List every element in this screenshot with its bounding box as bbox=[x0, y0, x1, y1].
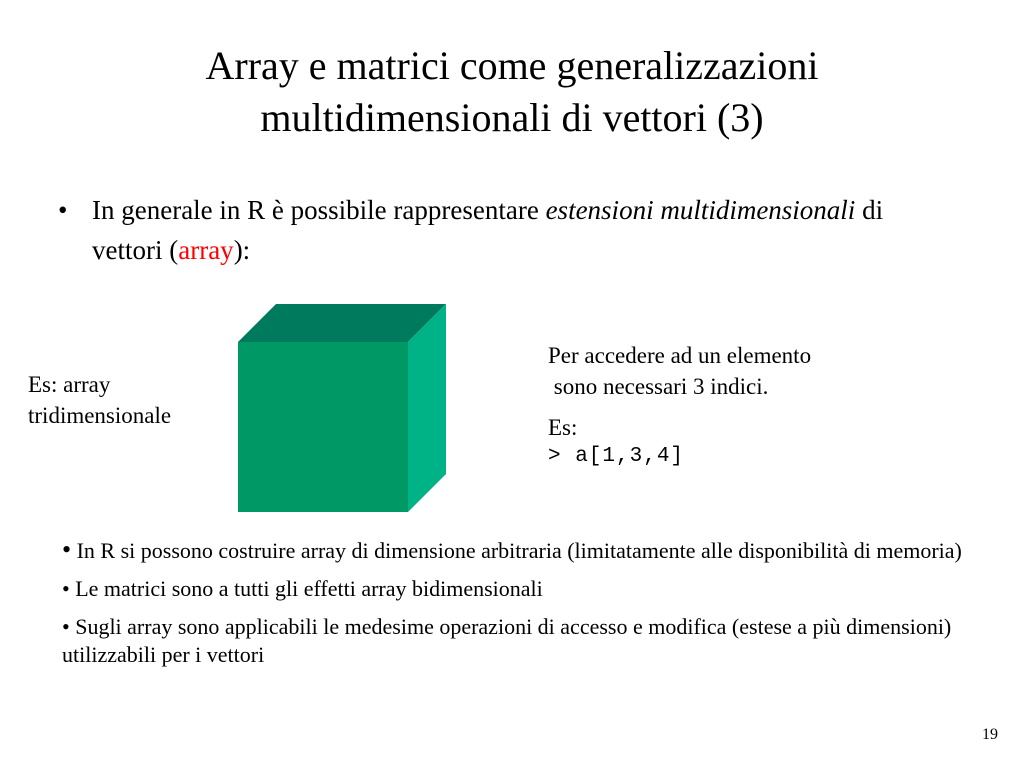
bullet-text: Sugli array sono applicabili le medesime operazioni di accesso e modifica (estese a più dimensioni) utilizzabili per i vettori bbox=[62, 614, 952, 667]
page-number: 19 bbox=[982, 726, 998, 743]
main-bullet-text bbox=[92, 190, 892, 270]
slide-title bbox=[0, 40, 1024, 144]
access-es: Es: bbox=[548, 415, 578, 440]
bullet-dot: • bbox=[62, 614, 70, 639]
array-highlight: array bbox=[178, 235, 234, 265]
bullet-dot: • bbox=[58, 195, 68, 225]
bullet-item bbox=[62, 575, 962, 603]
main-bullet-text2: di vettori ( bbox=[92, 195, 884, 265]
main-bullet-text1: In generale in R è possibile rappresentare bbox=[92, 195, 546, 225]
example-label bbox=[28, 369, 171, 431]
example-label-line1: Es: array bbox=[28, 372, 111, 397]
bullet-dot: • bbox=[62, 535, 72, 564]
bullet-item bbox=[62, 536, 962, 565]
access-line2: sono necessari 3 indici. bbox=[548, 374, 769, 399]
main-bullet-text3: ): bbox=[233, 235, 251, 265]
example-label-line2: tridimensionale bbox=[28, 403, 172, 428]
access-block bbox=[548, 340, 811, 471]
bullet-item bbox=[62, 613, 962, 669]
access-line1: Per accedere ad un elemento bbox=[548, 343, 812, 368]
bullet-text: Le matrici sono a tutti gli effetti array bidimensionali bbox=[69, 576, 543, 601]
cube-diagram bbox=[236, 302, 450, 516]
cube-front-face bbox=[238, 342, 408, 512]
access-code: > a[1,3,4] bbox=[548, 445, 685, 468]
bullet-list bbox=[62, 536, 962, 679]
slide-title-line2: multidimensionali di vettori (3) bbox=[260, 95, 764, 140]
slide-title-line1: Array e matrici come generalizzazioni bbox=[205, 43, 819, 88]
main-bullet-italic: estensioni multidimensionali bbox=[545, 195, 856, 225]
bullet-text: In R si possono costruire array di dimensione arbitraria (limitatamente alle disponibilità di memoria) bbox=[71, 538, 962, 563]
bullet-dot: • bbox=[62, 576, 70, 601]
